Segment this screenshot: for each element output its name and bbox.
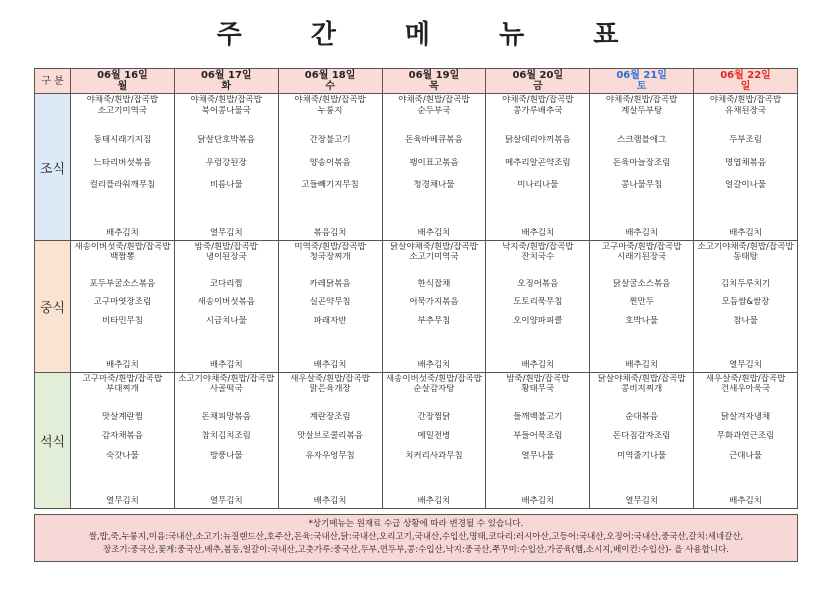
menu-item: 배추김치 — [417, 228, 451, 238]
day-header — [278, 69, 382, 94]
footnote-box — [34, 514, 798, 562]
menu-item: 황태무국 — [521, 384, 555, 394]
menu-item: 배추김치 — [105, 228, 139, 238]
menu-item: 카레닭볶음 — [309, 278, 351, 289]
menu-item: 열무김치 — [625, 496, 659, 506]
menu-item: 열무김치 — [209, 228, 243, 238]
menu-cell — [278, 373, 382, 509]
menu-cell — [278, 241, 382, 373]
menu-item: 낙지죽/흰밥/잡곡밥 — [502, 242, 574, 252]
menu-item: 명엽채볶음 — [725, 157, 767, 168]
meal-row-breakfast — [35, 94, 798, 241]
day-header — [71, 69, 175, 94]
menu-item: 새우살죽/흰밥/잡곡밥 — [290, 374, 370, 384]
day-date: 06월 16일 — [97, 70, 148, 81]
menu-item: 닭살야채죽/흰밥/잡곡밥 — [597, 374, 686, 384]
gubun-header: 구 분 — [35, 69, 71, 94]
footnote-line: 쌀,밥,죽,누룽지,미음:국내산,소고기:뉴질랜드산,호주산,돈육:국내산,닭:국내산,오리고기,국내산,수입산,명태,코다리:러시아산,고등어:국내산,오징어:국내산,중국산,갈치:세네갈산, — [88, 532, 744, 542]
footnote-line: 장조기:중국산,꽃게:중국산,배추,봄동,얼갈이:국내산,고춧가루:중국산,두부,연두부,콩:수입산,낙지:중국산,쭈꾸미:수입산,가공육(햄,소시지,베이컨:수입산)- 을 사용합니다. — [103, 545, 729, 555]
menu-item: 우렁강된장 — [205, 157, 247, 168]
menu-item: 야채죽/흰밥/잡곡밥 — [502, 95, 574, 105]
menu-item: 배추김치 — [625, 228, 659, 238]
menu-item: 배추김치 — [729, 228, 762, 238]
menu-item: 무화과연근조림 — [716, 431, 775, 442]
menu-item: 소고기야채죽/흰밥/잡곡밥 — [697, 242, 794, 252]
menu-item: 야채죽/흰밥/잡곡밥 — [709, 95, 782, 105]
menu-item: 돈다짐감자조림 — [612, 431, 671, 442]
menu-item: 시래기된장국 — [617, 252, 667, 262]
menu-item: 백짬뽕 — [110, 252, 135, 262]
menu-item: 팽이표고볶음 — [409, 157, 459, 168]
menu-item: 두부조림 — [729, 135, 762, 146]
menu-item: 참치김치조림 — [201, 431, 251, 442]
menu-item: 포두부굴소스볶음 — [89, 278, 156, 289]
menu-item: 비타민무침 — [101, 315, 143, 326]
menu-item: 북어콩나물국 — [201, 106, 251, 116]
menu-item: 부추무침 — [417, 315, 451, 326]
menu-item: 소고기미역국 — [409, 252, 459, 262]
menu-item: 밤죽/흰밥/잡곡밥 — [194, 242, 258, 252]
menu-item: 배추김치 — [417, 360, 451, 370]
day-of-week: 금 — [532, 81, 543, 92]
menu-item: 맛살브로콜리볶음 — [297, 431, 363, 442]
menu-item: 맑은육개장 — [309, 384, 351, 394]
menu-cell — [174, 241, 278, 373]
menu-cell — [694, 373, 798, 509]
menu-item: 열무김치 — [105, 496, 139, 506]
menu-item: 밤죽/흰밥/잡곡밥 — [506, 374, 570, 384]
day-header — [486, 69, 590, 94]
menu-item: 모듬쌈&쌈장 — [721, 297, 770, 308]
menu-item: 열무김치 — [729, 360, 762, 370]
menu-item: 소고기미역국 — [97, 106, 148, 116]
menu-item: 비름나물 — [209, 179, 243, 190]
day-date: 06월 18일 — [304, 70, 356, 81]
menu-item: 배추김치 — [729, 496, 762, 506]
menu-item: 돈채피망볶음 — [201, 411, 251, 422]
menu-item: 고구마죽/흰밥/잡곡밥 — [82, 374, 163, 384]
page-title: 주 간 메 뉴 표 — [216, 20, 649, 50]
meal-row-lunch — [35, 241, 798, 373]
menu-item: 고구마죽/흰밥/잡곡밥 — [601, 242, 682, 252]
menu-item: 닭살데리야끼볶음 — [504, 135, 571, 146]
menu-item: 닭살단호박볶음 — [197, 135, 255, 146]
menu-cell — [71, 373, 175, 509]
menu-item: 청국장찌개 — [309, 252, 351, 262]
day-date: 06월 20일 — [512, 70, 564, 81]
menu-item: 간장찜닭 — [417, 411, 451, 422]
menu-item: 고들빼기지무침 — [301, 179, 359, 190]
header-row — [35, 69, 798, 94]
menu-item: 야채죽/흰밥/잡곡밥 — [190, 95, 262, 105]
menu-item: 열무나물 — [521, 450, 555, 461]
menu-item: 돈육바베큐볶음 — [405, 135, 463, 146]
day-of-week: 월 — [117, 81, 128, 92]
menu-item: 들깨백불고기 — [513, 411, 563, 422]
day-of-week: 수 — [325, 81, 335, 92]
menu-cell — [71, 241, 175, 373]
menu-item: 찐만두 — [629, 297, 654, 308]
menu-item: 메밀전병 — [417, 431, 451, 442]
menu-item: 건새우아욱국 — [720, 384, 771, 394]
menu-item: 유채된장국 — [725, 106, 767, 116]
day-header — [694, 69, 798, 94]
menu-item: 배추김치 — [521, 496, 555, 506]
menu-cell — [486, 373, 590, 509]
menu-item: 배추김치 — [105, 360, 139, 370]
menu-item: 실곤약무침 — [309, 297, 351, 308]
menu-item: 배추김치 — [521, 228, 555, 238]
menu-cell — [590, 373, 694, 509]
menu-item: 얼갈이나물 — [725, 179, 767, 190]
day-date: 06월 22일 — [720, 70, 771, 81]
menu-item: 야채죽/흰밥/잡곡밥 — [605, 95, 678, 105]
menu-item: 콩나물무침 — [621, 179, 663, 190]
menu-item: 새우살죽/흰밥/잡곡밥 — [705, 374, 786, 384]
menu-cell — [382, 373, 486, 509]
menu-item: 고구마엿장조림 — [93, 297, 152, 308]
menu-item: 닭살굴소스볶음 — [612, 278, 671, 289]
menu-item: 볶음김치 — [313, 228, 347, 238]
menu-item: 치커리사과무침 — [405, 450, 463, 461]
menu-item: 방풍나물 — [209, 450, 243, 461]
menu-item: 야채죽/흰밥/잡곡밥 — [398, 95, 470, 105]
menu-item: 오징어볶음 — [517, 278, 559, 289]
menu-item: 열무김치 — [209, 496, 243, 506]
menu-item: 야채죽/흰밥/잡곡밥 — [294, 95, 366, 105]
menu-item: 사골떡국 — [209, 384, 243, 394]
menu-item: 감자채볶음 — [101, 431, 143, 442]
meal-label: 중식 — [35, 241, 71, 373]
day-of-week: 화 — [221, 81, 232, 92]
day-date: 06월 19일 — [408, 70, 460, 81]
menu-item: 느타리버섯볶음 — [93, 157, 152, 168]
menu-item: 동태시래기지짐 — [93, 135, 152, 146]
day-of-week: 일 — [740, 81, 751, 92]
day-header — [590, 69, 694, 94]
menu-item: 배추김치 — [417, 496, 451, 506]
menu-item: 새송이버섯죽/흰밥/잡곡밥 — [74, 242, 171, 252]
menu-cell — [71, 94, 175, 241]
menu-item: 코다리찜 — [209, 278, 243, 289]
menu-item: 새송이버섯볶음 — [197, 297, 255, 308]
menu-item: 도토리묵무침 — [513, 297, 563, 308]
menu-item: 오이양파피클 — [513, 315, 563, 326]
footnote-line: *상기메뉴는 원재료 수급 상황에 따라 변경될 수 있습니다. — [308, 519, 524, 529]
menu-cell — [382, 241, 486, 373]
day-header — [174, 69, 278, 94]
menu-item: 배추김치 — [209, 360, 243, 370]
menu-item: 순두부국 — [417, 106, 451, 116]
menu-item: 어묵가지볶음 — [409, 297, 459, 308]
menu-item: 순대볶음 — [625, 411, 659, 422]
menu-item: 미역줄기나물 — [617, 450, 667, 461]
menu-cell — [486, 241, 590, 373]
menu-item: 컬리플라워깨무침 — [89, 179, 156, 190]
menu-item: 간장불고기 — [309, 135, 351, 146]
menu-item: 누룽지 — [317, 106, 343, 116]
menu-item: 근대나물 — [729, 450, 762, 461]
menu-cell — [486, 94, 590, 241]
meal-row-dinner — [35, 373, 798, 509]
menu-item: 호박나물 — [625, 315, 659, 326]
menu-item: 유자우엉무침 — [305, 450, 355, 461]
menu-item: 미역죽/흰밥/잡곡밥 — [294, 242, 366, 252]
menu-item: 닭살야채죽/흰밥/잡곡밥 — [390, 242, 478, 252]
menu-cell — [174, 373, 278, 509]
menu-item: 스크램블에그 — [617, 135, 667, 146]
menu-item: 파래자반 — [313, 315, 347, 326]
menu-item: 맛살계란찜 — [101, 411, 143, 422]
menu-item: 동태탕 — [733, 252, 758, 262]
menu-item: 야채죽/흰밥/잡곡밥 — [86, 95, 159, 105]
menu-item: 부대찌개 — [105, 384, 139, 394]
day-date: 06월 17일 — [200, 70, 252, 81]
menu-cell — [590, 94, 694, 241]
menu-item: 양송이볶음 — [309, 157, 351, 168]
menu-item: 콩비지찌개 — [621, 384, 663, 394]
menu-item: 계란장조림 — [309, 411, 351, 422]
menu-item: 미나리나물 — [517, 179, 559, 190]
menu-cell — [278, 94, 382, 241]
menu-cell — [382, 94, 486, 241]
menu-item: 계살두부탕 — [621, 106, 663, 116]
menu-item: 시금치나물 — [205, 315, 247, 326]
menu-item: 닭살겨자냉채 — [720, 411, 771, 422]
menu-cell — [694, 94, 798, 241]
menu-item: 냉이된장국 — [205, 252, 247, 262]
menu-item: 배추김치 — [313, 496, 347, 506]
menu-item: 배추김치 — [313, 360, 347, 370]
weekly-menu-table — [34, 68, 798, 509]
menu-item: 잔치국수 — [521, 252, 555, 262]
menu-cell — [174, 94, 278, 241]
menu-item: 숙갓나물 — [105, 450, 139, 461]
menu-item: 콩가루배추국 — [513, 106, 563, 116]
day-of-week: 목 — [429, 81, 439, 92]
day-of-week: 토 — [636, 81, 647, 92]
day-date: 06월 21일 — [616, 70, 667, 81]
menu-item: 배추김치 — [625, 360, 659, 370]
menu-item: 돈육마늘장조림 — [612, 157, 671, 168]
menu-item: 김치두루치기 — [720, 278, 771, 289]
menu-cell — [694, 241, 798, 373]
menu-item: 순살감자탕 — [413, 384, 455, 394]
menu-item: 소고기야채죽/흰밥/잡곡밥 — [178, 374, 275, 384]
meal-label: 조식 — [35, 94, 71, 241]
day-header — [382, 69, 486, 94]
meal-label: 석식 — [35, 373, 71, 509]
menu-item: 메추리알곤약조림 — [504, 157, 571, 168]
menu-item: 새송이버섯죽/흰밥/잡곡밥 — [385, 374, 482, 384]
menu-item: 배추김치 — [521, 360, 555, 370]
menu-item: 청경채나물 — [413, 179, 455, 190]
menu-item: 참나물 — [733, 315, 758, 326]
menu-item: 부들어묵조림 — [513, 431, 563, 442]
menu-cell — [590, 241, 694, 373]
menu-item: 한식잡채 — [417, 278, 451, 289]
